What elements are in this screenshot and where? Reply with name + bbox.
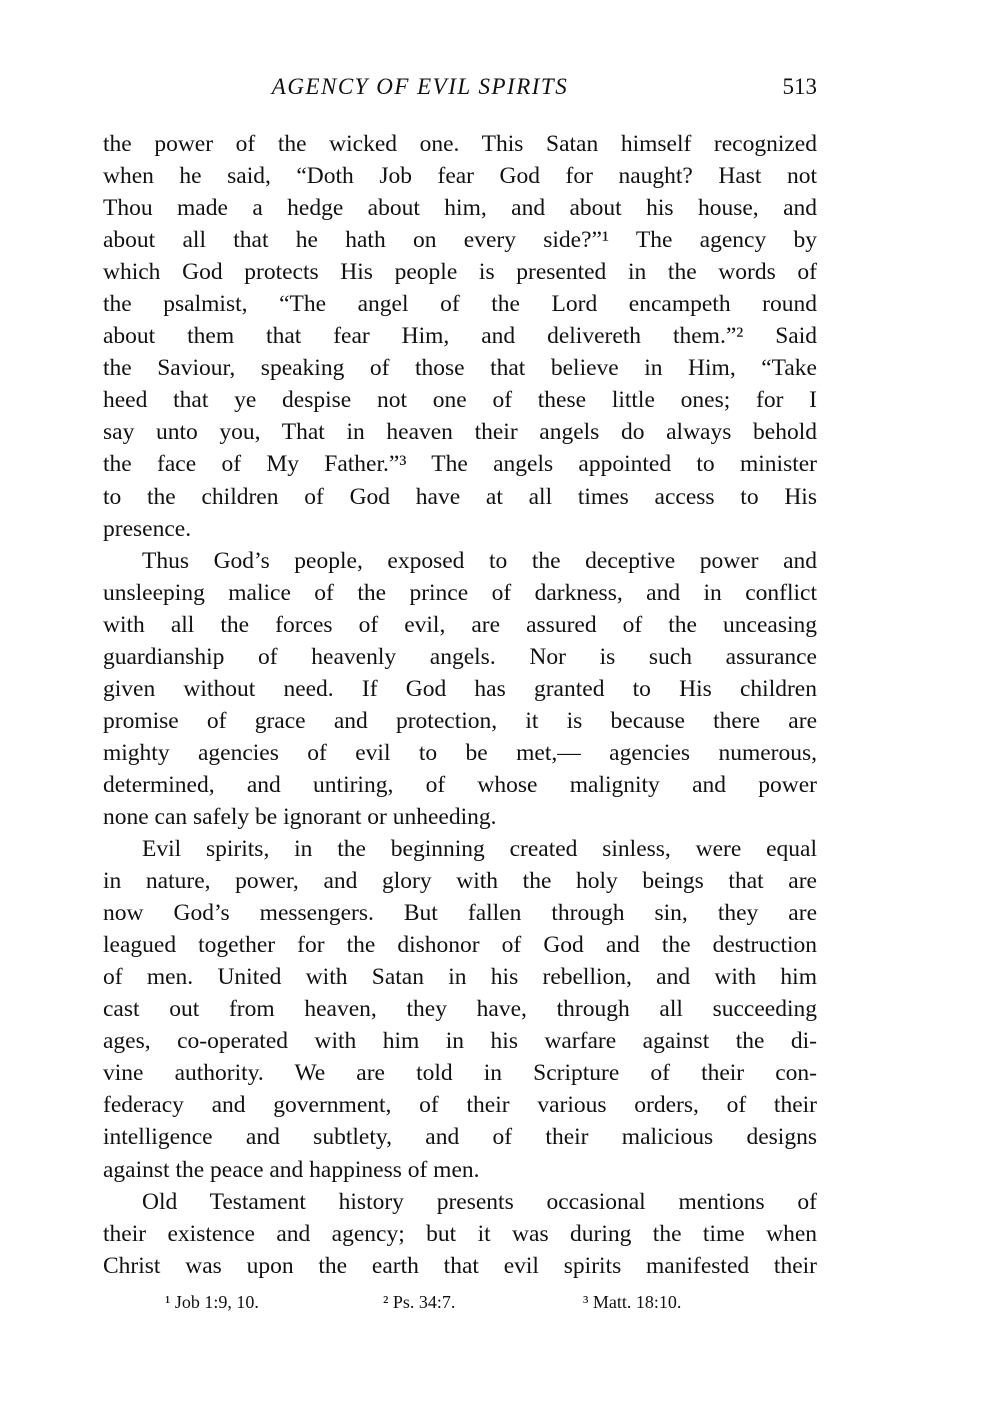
footnotes xyxy=(103,1292,817,1322)
text-line: to the children of God have at all times access to His xyxy=(103,483,817,510)
text-line: cast out from heaven, they have, through all succeeding xyxy=(103,996,817,1023)
page-number: 513 xyxy=(782,74,817,99)
text-line: say unto you, That in heaven their angels do always behold xyxy=(103,419,817,446)
text-line: unsleeping malice of the prince of darkness, and in conflict xyxy=(103,579,817,606)
text-line: the psalmist, “The angel of the Lord encampeth round xyxy=(103,291,817,318)
text-line: none can safely be ignorant or unheeding. xyxy=(103,803,497,830)
paragraph xyxy=(103,833,817,1186)
footnote: ¹ Job 1:9, 10. xyxy=(165,1292,259,1312)
text-line: Evil spirits, in the beginning created sinless, were equal xyxy=(142,836,817,863)
footnote: ² Ps. 34:7. xyxy=(383,1292,456,1312)
paragraph xyxy=(103,128,817,545)
paragraph xyxy=(103,545,817,833)
text-line: now God’s messengers. But fallen through sin, they are xyxy=(103,900,817,927)
paragraph xyxy=(103,1186,817,1282)
text-line: intelligence and subtlety, and of their malicious designs xyxy=(103,1124,817,1151)
text-line: of men. United with Satan in his rebellion, and with him xyxy=(103,964,817,991)
text-line: their existence and agency; but it was during the time when xyxy=(103,1220,817,1247)
running-title: AGENCY OF EVIL SPIRITS xyxy=(271,74,569,99)
text-line: when he said, “Doth Job fear God for naught? Hast not xyxy=(103,163,817,190)
text-line: federacy and government, of their various orders, of their xyxy=(103,1092,817,1119)
text-line: Thou made a hedge about him, and about his house, and xyxy=(103,195,817,222)
text-line: vine authority. We are told in Scripture of their con- xyxy=(103,1060,817,1087)
text-line: presence. xyxy=(103,515,192,542)
text-line: which God protects His people is presented in the words of xyxy=(103,259,817,286)
text-line: ages, co-operated with him in his warfare against the di- xyxy=(103,1028,817,1055)
text-line: promise of grace and protection, it is because there are xyxy=(103,707,817,734)
footnote: ³ Matt. 18:10. xyxy=(583,1292,682,1312)
text-line: guardianship of heavenly angels. Nor is such assurance xyxy=(103,643,817,670)
text-line: the Saviour, speaking of those that believe in Him, “Take xyxy=(103,355,817,382)
text-line: determined, and untiring, of whose malignity and power xyxy=(103,771,817,798)
text-line: against the peace and happiness of men. xyxy=(103,1156,480,1183)
text-line: the face of My Father.”³ The angels appointed to minister xyxy=(103,451,817,478)
body-text xyxy=(103,128,817,1282)
text-line: heed that ye despise not one of these little ones; for I xyxy=(103,387,817,414)
text-line: with all the forces of evil, are assured of the unceasing xyxy=(103,611,817,638)
text-line: Old Testament history presents occasional mentions of xyxy=(142,1188,817,1215)
text-line: about them that fear Him, and delivereth them.”² Said xyxy=(103,323,817,350)
text-line: mighty agencies of evil to be met,— agencies numerous, xyxy=(103,739,817,766)
page-header xyxy=(103,74,817,108)
text-line: in nature, power, and glory with the holy beings that are xyxy=(103,868,817,895)
text-line: Christ was upon the earth that evil spirits manifested their xyxy=(103,1252,817,1279)
text-line: about all that he hath on every side?”¹ The agency by xyxy=(103,227,817,254)
text-line: leagued together for the dishonor of God and the destruction xyxy=(103,932,817,959)
text-line: given without need. If God has granted to His children xyxy=(103,675,817,702)
text-line: Thus God’s people, exposed to the deceptive power and xyxy=(142,547,817,574)
text-line: the power of the wicked one. This Satan himself recognized xyxy=(103,131,817,157)
